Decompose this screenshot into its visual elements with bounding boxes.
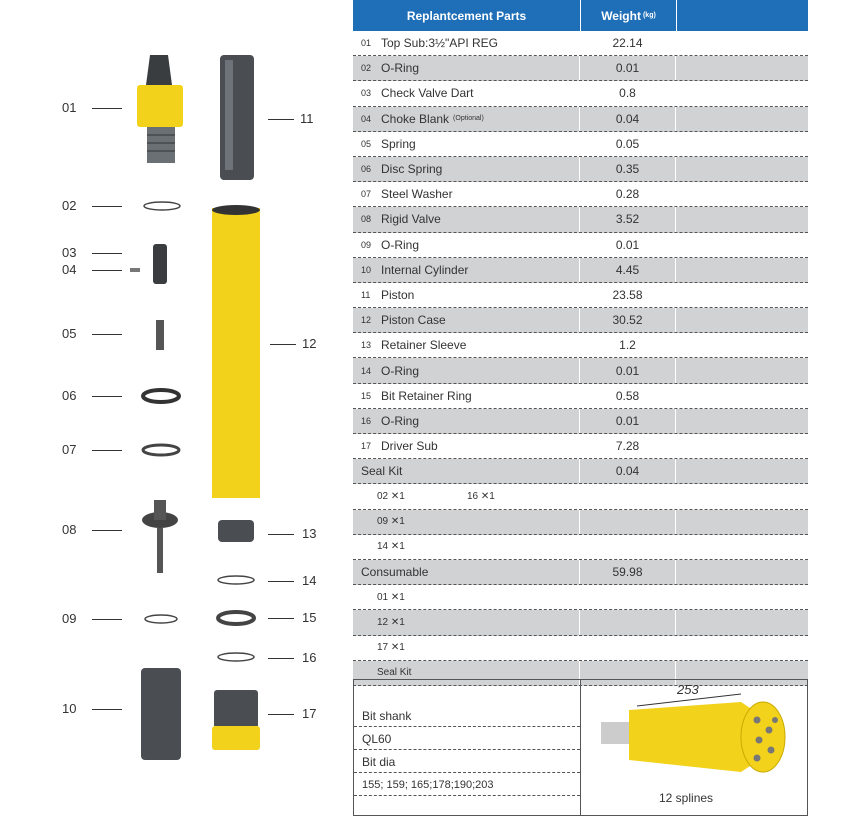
part-08-rigid-valve bbox=[142, 500, 178, 573]
diagram-label: 12 bbox=[302, 336, 317, 351]
part-09-o-ring bbox=[145, 615, 177, 623]
table-row: 17 Driver Sub 7.28 bbox=[353, 434, 808, 459]
bit-illustration bbox=[580, 680, 808, 815]
diagram-label: 15 bbox=[302, 610, 317, 625]
table-row: 12 Piston Case 30.52 bbox=[353, 308, 808, 333]
bit-shank-label: Bit shank bbox=[354, 705, 580, 727]
consumable-row: Consumable 59.98 bbox=[353, 560, 808, 585]
table-header bbox=[353, 0, 808, 31]
part-12-piston-case bbox=[212, 205, 260, 498]
diagram-label: 06 bbox=[62, 388, 77, 403]
bit-dimension: 253 bbox=[677, 682, 699, 697]
header-weight: Weight (kg) bbox=[581, 0, 677, 31]
leader-line bbox=[268, 581, 294, 582]
table-row: 03 Check Valve Dart 0.8 bbox=[353, 81, 808, 106]
table-row: 10 Internal Cylinder 4.45 bbox=[353, 258, 808, 283]
leader-line bbox=[268, 714, 294, 715]
leader-line bbox=[92, 619, 122, 620]
part-11-piston bbox=[220, 55, 254, 180]
part-06-disc-spring bbox=[143, 390, 179, 402]
consumable-item-row: 12 ✕1 bbox=[353, 610, 808, 635]
part-16-o-ring bbox=[218, 653, 254, 661]
diagram-label: 03 bbox=[62, 245, 77, 260]
diagram-label: 13 bbox=[302, 526, 317, 541]
parts-diagram bbox=[0, 0, 350, 819]
leader-line bbox=[92, 396, 122, 397]
seal-kit-item-row: 14 ✕1 bbox=[353, 535, 808, 560]
part-05-spring bbox=[156, 320, 164, 350]
diagram-label: 07 bbox=[62, 442, 77, 457]
diagram-label: 09 bbox=[62, 611, 77, 626]
table-row: 05 Spring 0.05 bbox=[353, 132, 808, 157]
leader-line bbox=[268, 658, 294, 659]
diagram-label: 10 bbox=[62, 701, 77, 716]
table-row: 02 O-Ring 0.01 bbox=[353, 56, 808, 81]
table-row: 04 Choke Blank (Optional) 0.04 bbox=[353, 107, 808, 132]
table-row: 15 Bit Retainer Ring 0.58 bbox=[353, 384, 808, 409]
leader-line bbox=[92, 334, 122, 335]
bit-splines: 12 splines bbox=[659, 791, 714, 805]
part-01-top-sub bbox=[137, 55, 183, 163]
diagram-label: 14 bbox=[302, 573, 317, 588]
diagram-label: 02 bbox=[62, 198, 77, 213]
part-17-driver-sub bbox=[212, 690, 260, 750]
table-row: 09 O-Ring 0.01 bbox=[353, 233, 808, 258]
parts-illustration bbox=[0, 0, 350, 819]
diagram-label: 11 bbox=[300, 111, 314, 126]
leader-line bbox=[92, 253, 122, 254]
leader-line bbox=[92, 206, 122, 207]
table-row: 13 Retainer Sleeve 1.2 bbox=[353, 333, 808, 358]
consumable-item-row: 01 ✕1 bbox=[353, 585, 808, 610]
seal-kit-item-row: 09 ✕1 bbox=[353, 510, 808, 535]
diagram-label: 04 bbox=[62, 262, 77, 277]
diagram-label: 17 bbox=[302, 706, 317, 721]
part-14-o-ring bbox=[218, 576, 254, 584]
diagram-label: 05 bbox=[62, 326, 77, 341]
table-row: 06 Disc Spring 0.35 bbox=[353, 157, 808, 182]
part-07-washer bbox=[143, 445, 179, 455]
drill-bit-image bbox=[581, 680, 807, 814]
table-row: 16 O-Ring 0.01 bbox=[353, 409, 808, 434]
leader-line bbox=[270, 344, 296, 345]
part-03-dart bbox=[153, 244, 167, 284]
leader-line bbox=[268, 534, 294, 535]
bit-shank-value: QL60 bbox=[354, 728, 580, 750]
table-row: 14 O-Ring 0.01 bbox=[353, 358, 808, 383]
leader-line bbox=[92, 270, 122, 271]
diagram-label: 16 bbox=[302, 650, 317, 665]
diagram-label: 08 bbox=[62, 522, 77, 537]
seal-kit-item-row: 02 ✕1 16 ✕1 bbox=[353, 484, 808, 509]
bit-dia-label: Bit dia bbox=[354, 751, 580, 773]
table-body bbox=[353, 31, 808, 686]
leader-line bbox=[92, 530, 122, 531]
bit-section bbox=[353, 679, 808, 816]
part-02-o-ring bbox=[144, 202, 180, 210]
table-row: 11 Piston 23.58 bbox=[353, 283, 808, 308]
diagram-label: 01 bbox=[62, 100, 77, 115]
part-10-internal-cylinder bbox=[141, 668, 181, 760]
header-parts: Replantcement Parts bbox=[353, 0, 581, 31]
seal-kit-row: Seal Kit 0.04 bbox=[353, 459, 808, 484]
part-13-retainer-sleeve bbox=[218, 520, 254, 542]
table-row: 07 Steel Washer 0.28 bbox=[353, 182, 808, 207]
leader-line bbox=[92, 709, 122, 710]
leader-line bbox=[268, 618, 294, 619]
consumable-item-row: 17 ✕1 bbox=[353, 636, 808, 661]
table-row: 08 Rigid Valve 3.52 bbox=[353, 207, 808, 232]
table-row: 01 Top Sub:3½"API REG 22.14 bbox=[353, 31, 808, 56]
leader-line bbox=[92, 108, 122, 109]
part-15-retainer-ring bbox=[218, 612, 254, 624]
part-04-choke bbox=[130, 268, 140, 272]
consumable-item-row: Seal Kit bbox=[353, 661, 808, 686]
header-blank bbox=[677, 0, 808, 31]
bit-dia-value: 155; 159; 165;178;190;203 bbox=[354, 774, 580, 796]
leader-line bbox=[92, 450, 122, 451]
parts-table bbox=[353, 0, 808, 686]
leader-line bbox=[268, 119, 294, 120]
